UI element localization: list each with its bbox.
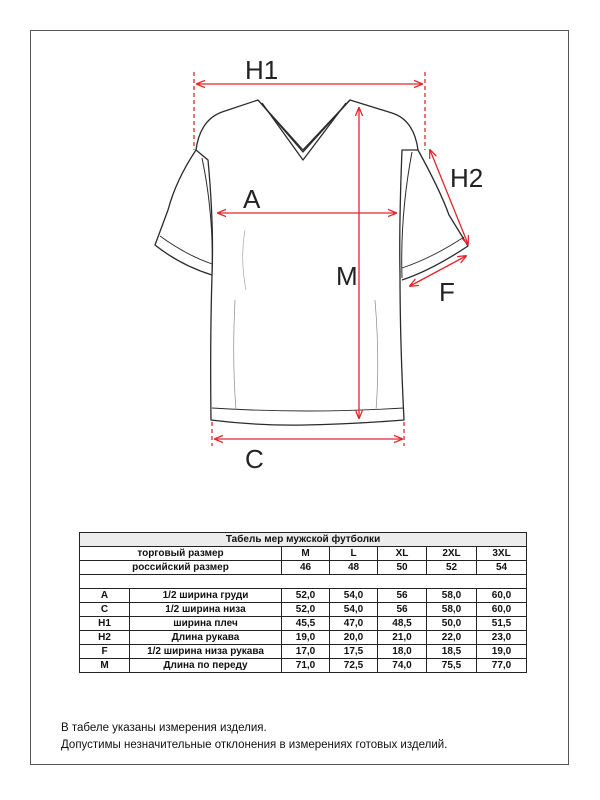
measure-name: 1/2 ширина низа рукава (130, 645, 282, 659)
measure-value: 51,5 (477, 617, 527, 631)
trade-size-cell: M (282, 547, 330, 561)
russian-size-cell: 54 (477, 561, 527, 575)
measure-code: H2 (80, 631, 130, 645)
table-row (80, 659, 527, 673)
measure-value: 20,0 (330, 631, 378, 645)
measure-value: 77,0 (477, 659, 527, 673)
f-line (410, 256, 466, 286)
label-m: M (336, 261, 358, 291)
measure-name: Длина по переду (130, 659, 282, 673)
measure-value: 45,5 (282, 617, 330, 631)
label-f: F (439, 277, 455, 307)
table-spacer-row (80, 575, 527, 589)
label-h2: H2 (450, 163, 484, 193)
trade-size-row (80, 547, 527, 561)
trade-size-label: торговый размер (80, 547, 282, 561)
measure-value: 71,0 (282, 659, 330, 673)
measure-value: 47,0 (330, 617, 378, 631)
measure-code: C (80, 603, 130, 617)
measure-name: 1/2 ширина груди (130, 589, 282, 603)
measure-name: ширина плеч (130, 617, 282, 631)
measure-value: 54,0 (330, 589, 378, 603)
size-chart-table (79, 532, 527, 673)
measure-value: 19,0 (477, 645, 527, 659)
measure-value: 22,0 (427, 631, 477, 645)
trade-size-cell: L (330, 547, 378, 561)
table-title: Табель мер мужской футболки (80, 533, 527, 547)
table-row (80, 603, 527, 617)
measure-value: 58,0 (427, 603, 477, 617)
measure-name: 1/2 ширина низа (130, 603, 282, 617)
measure-value: 50,0 (427, 617, 477, 631)
measure-value: 17,5 (330, 645, 378, 659)
table-row (80, 617, 527, 631)
measure-code: H1 (80, 617, 130, 631)
spacer-cell (80, 575, 527, 589)
measure-value: 54,0 (330, 603, 378, 617)
table-row (80, 645, 527, 659)
measure-value: 19,0 (282, 631, 330, 645)
note-line-2: Допустимы незначительные отклонения в измерениях готовых изделий. (61, 739, 448, 751)
measure-value: 74,0 (378, 659, 427, 673)
measure-value: 56 (378, 589, 427, 603)
measure-code: M (80, 659, 130, 673)
measure-value: 18,0 (378, 645, 427, 659)
measure-value: 72,5 (330, 659, 378, 673)
russian-size-cell: 50 (378, 561, 427, 575)
label-a: A (243, 184, 261, 214)
label-c: C (245, 444, 264, 474)
russian-size-cell: 48 (330, 561, 378, 575)
tshirt-outline (155, 100, 468, 425)
table-row (80, 589, 527, 603)
table-row (80, 631, 527, 645)
measure-value: 21,0 (378, 631, 427, 645)
label-h1: H1 (245, 55, 279, 85)
measurement-lines (194, 72, 468, 446)
measure-value: 18,5 (427, 645, 477, 659)
note-line-1: В табеле указаны измерения изделия. (61, 722, 267, 734)
measure-name: Длина рукава (130, 631, 282, 645)
measure-value: 48,5 (378, 617, 427, 631)
russian-size-label: российский размер (80, 561, 282, 575)
trade-size-cell: 3XL (477, 547, 527, 561)
measure-value: 60,0 (477, 589, 527, 603)
measurement-notes (61, 720, 447, 754)
measure-value: 58,0 (427, 589, 477, 603)
measure-value: 75,5 (427, 659, 477, 673)
measure-code: A (80, 589, 130, 603)
trade-size-cell: XL (378, 547, 427, 561)
russian-size-row (80, 561, 527, 575)
russian-size-cell: 52 (427, 561, 477, 575)
table-title-row (80, 533, 527, 547)
measure-value: 17,0 (282, 645, 330, 659)
trade-size-cell: 2XL (427, 547, 477, 561)
measure-value: 23,0 (477, 631, 527, 645)
measure-code: F (80, 645, 130, 659)
measure-value: 56 (378, 603, 427, 617)
measure-value: 52,0 (282, 589, 330, 603)
measure-value: 60,0 (477, 603, 527, 617)
measure-value: 52,0 (282, 603, 330, 617)
russian-size-cell: 46 (282, 561, 330, 575)
